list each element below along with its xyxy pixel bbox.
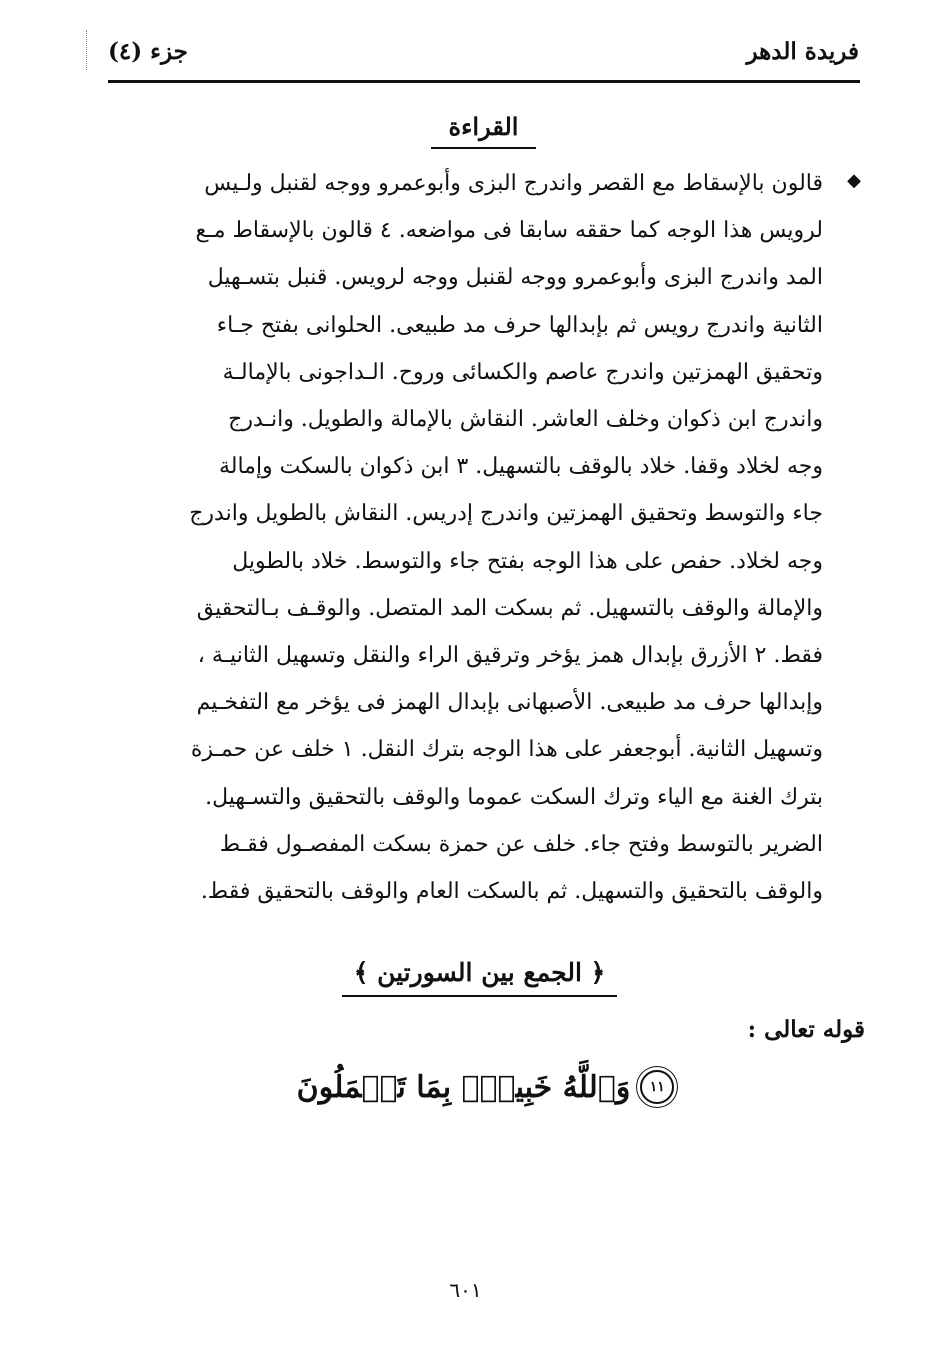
body-line: لرويس هذا الوجه كما حققه سابقا فى مواضعه. ٤ قالون بالإسقاط مـع [195,218,823,244]
body-line: وتحقيق الهمزتين واندرج عاصم والكسائى وروح. الـداجونى بالإمالـة [222,359,823,385]
body-line: وجه لخلاد وقفا. خلاد بالوقف بالتسهيل. ٣ ابن ذكوان بالسكت وإمالة [218,454,823,480]
body-paragraph [101,160,823,915]
header-divider [108,80,860,83]
body-line: المد واندرج البزى وأبوعمرو ووجه لقنبل ووجه لرويس. قنبل بتسـهيل [207,265,823,291]
body-line: والإمالة والوقف بالتسهيل. ثم بسكت المد المتصل. والوقـف بـالتحقيق [196,595,823,621]
body-line: وجه لخلاد. حفص على هذا الوجه بفتح جاء والتوسط. خلاد بالطويل [232,548,823,574]
body-line: وتسهيل الثانية. أبوجعفر على هذا الوجه بترك النقل. ١ خلف عن حمـزة [190,737,823,763]
page-number: ٦٠١ [449,1278,482,1302]
body-line: فقط. ٢ الأزرق بإبدال همز يؤخر وترقيق الراء والنقل وتسهيل الثانيـة ، [197,643,823,669]
body-line: جاء والتوسط وتحقيق الهمزتين واندرج إدريس. النقاش بالطويل واندرج [189,501,823,527]
body-line: والوقف بالتحقيق والتسهيل. ثم بالسكت العام والوقف بالتحقيق فقط. [200,879,823,905]
body-line: بترك الغنة مع الياء وترك السكت عموما والوقف بالتحقيق والتسـهيل. [205,784,823,810]
running-header-part: جزء (٤) [108,38,188,65]
section-heading [0,112,931,149]
body-line: قالون بالإسقاط مع القصر واندرج البزى وأبوعمرو ووجه لقنبل ولـيس [204,171,823,196]
verse-wrap [297,1070,675,1105]
margin-mark [86,30,91,70]
body-line: وإبدالها حرف مد طبيعى. الأصبهانى بإبدال الهمز فى يؤخر مع التفخـيم [196,690,823,716]
quran-verse [0,1064,931,1105]
diamond-bullet-icon: ◆ [847,170,861,191]
section-heading-text: القراءة [431,112,537,149]
verse-text: وَٱللَّهُ خَبِيرُۢ بِمَا تَعۡمَلُونَ [296,1069,631,1105]
quote-label: قوله تعالى : [747,1016,865,1043]
subheading-text: ﴿ الجمع بين السورتين ﴾ [342,958,618,997]
body-line: الثانية واندرج رويس ثم بإبدالها حرف مد طبيعى. الحلوانى بفتح جـاء [216,312,823,338]
running-header-title: فريدة الدهر [746,38,859,65]
body-line: واندرج ابن ذكوان وخلف العاشر. النقاش بالإمالة والطويل. وانـدرج [228,407,823,433]
body-line: الضرير بالتوسط وفتح جاء. خلف عن حمزة بسكت المفصـول فقـط [219,831,823,857]
verse-number-marker: ١١ [640,1070,674,1104]
subheading [0,958,931,997]
